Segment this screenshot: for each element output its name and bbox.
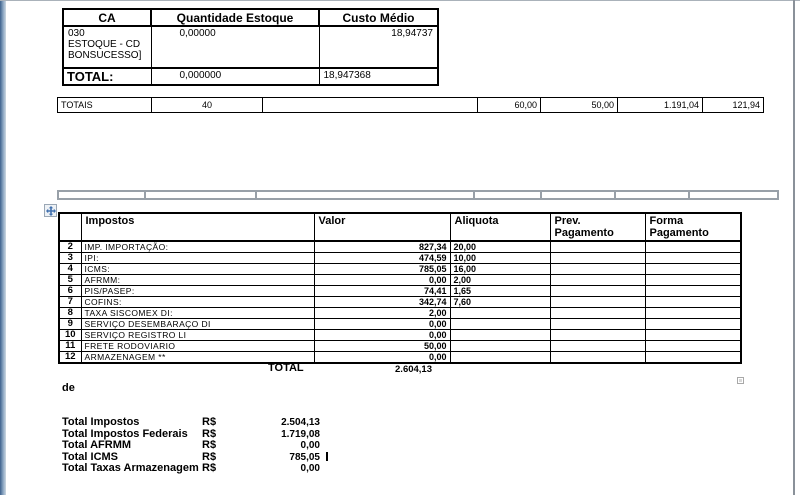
currency-symbol: R$ — [202, 462, 217, 475]
forma-pagamento-cell — [645, 241, 741, 253]
totais-value-cell: 60,00 — [478, 98, 541, 113]
imposto-valor: 50,00 — [314, 341, 450, 352]
imposto-aliquota — [450, 330, 550, 341]
taxes-col-impostos: Impostos — [81, 213, 314, 241]
imposto-aliquota — [450, 352, 550, 364]
imposto-label: IPI: — [81, 253, 314, 264]
row-number: 9 — [59, 319, 81, 330]
taxes-col-prev-pagamento: Prev. Pagamento — [550, 213, 645, 241]
imposto-aliquota: 7,60 — [450, 297, 550, 308]
stock-col-quantidade: Quantidade Estoque — [151, 9, 319, 26]
stock-col-custo: Custo Médio — [319, 9, 438, 26]
prev-pagamento-cell — [550, 297, 645, 308]
totais-empty-cell — [263, 98, 478, 113]
table-row — [59, 264, 741, 275]
window-right-border — [793, 0, 795, 495]
header-strip-cells — [58, 191, 778, 199]
imposto-aliquota: 20,00 — [450, 241, 550, 253]
imposto-label: ICMS: — [81, 264, 314, 275]
stock-table-row — [63, 26, 438, 68]
currency-symbol: R$ — [202, 427, 217, 440]
imposto-valor: 74,41 — [314, 286, 450, 297]
imposto-aliquota: 1,65 — [450, 286, 550, 297]
taxes-col-aliquota: Aliquota — [450, 213, 550, 241]
de-label: de — [62, 382, 75, 394]
taxes-total-label: TOTAL — [268, 362, 304, 374]
stock-table-header-row — [63, 9, 438, 26]
summary-row — [62, 463, 328, 475]
totais-value-cell: 121,94 — [703, 98, 764, 113]
row-number: 8 — [59, 308, 81, 319]
forma-pagamento-cell — [645, 275, 741, 286]
row-number: 4 — [59, 264, 81, 275]
summary-label: Total Impostos Federais — [62, 427, 188, 440]
taxes-col-valor: Valor — [314, 213, 450, 241]
taxes-col-num — [59, 213, 81, 241]
summary-value: 1.719,08 — [281, 428, 320, 440]
stock-total-quantidade: 0,000000 — [151, 68, 319, 85]
imposto-label: PIS/PASEP: — [81, 286, 314, 297]
forma-pagamento-cell — [645, 253, 741, 264]
stock-col-ca: CA — [63, 9, 151, 26]
stock-table-total-row — [63, 68, 438, 85]
move-arrows-icon — [46, 206, 56, 216]
prev-pagamento-cell — [550, 275, 645, 286]
imposto-aliquota — [450, 308, 550, 319]
window-left-border — [0, 0, 6, 495]
imposto-label: FRETE RODOVIARIO — [81, 341, 314, 352]
forma-pagamento-cell — [645, 308, 741, 319]
table-row — [59, 275, 741, 286]
table-row — [59, 319, 741, 330]
prev-pagamento-cell — [550, 319, 645, 330]
row-number: 2 — [59, 241, 81, 253]
forma-pagamento-cell — [645, 297, 741, 308]
taxes-col-forma-pagamento: Forma Pagamento — [645, 213, 741, 241]
prev-pagamento-cell — [550, 253, 645, 264]
stock-total-label: TOTAL: — [63, 68, 151, 85]
imposto-valor: 0,00 — [314, 319, 450, 330]
imposto-aliquota — [450, 319, 550, 330]
anchor-marker — [737, 377, 744, 384]
table-row — [59, 308, 741, 319]
table-row — [59, 241, 741, 253]
imposto-aliquota: 10,00 — [450, 253, 550, 264]
currency-symbol: R$ — [202, 439, 217, 452]
forma-pagamento-cell — [645, 286, 741, 297]
quantidade-cell: 0,00000 — [151, 26, 319, 68]
currency-symbol: R$ — [202, 416, 217, 428]
row-number: 11 — [59, 341, 81, 352]
forma-pagamento-cell — [645, 341, 741, 352]
summary-label: Total AFRMM — [62, 439, 132, 452]
table-row — [59, 286, 741, 297]
prev-pagamento-cell — [550, 330, 645, 341]
imposto-valor: 0,00 — [314, 275, 450, 286]
summary-value: 0,00 — [300, 440, 320, 452]
imposto-aliquota: 2,00 — [450, 275, 550, 286]
totais-value-cell: 50,00 — [541, 98, 618, 113]
table-row — [59, 297, 741, 308]
text-cursor — [326, 452, 328, 461]
table-row — [59, 341, 741, 352]
taxes-header-row — [59, 213, 741, 241]
imposto-aliquota — [450, 341, 550, 352]
forma-pagamento-cell — [645, 330, 741, 341]
row-number: 5 — [59, 275, 81, 286]
ca-cell — [63, 26, 151, 68]
ca-line: 030 — [68, 28, 85, 39]
row-number: 6 — [59, 286, 81, 297]
taxes-total-line — [58, 362, 448, 374]
ca-line: BONSUCESSO] — [68, 50, 142, 61]
table-row — [59, 253, 741, 264]
totais-row — [57, 97, 764, 113]
imposto-label: ARMAZENAGEM ** — [81, 352, 314, 364]
stock-total-custo: 18,947368 — [319, 68, 438, 85]
imposto-label: SERVIÇO REGISTRO LI — [81, 330, 314, 341]
forma-pagamento-cell — [645, 352, 741, 364]
imposto-valor: 0,00 — [314, 330, 450, 341]
imposto-valor: 342,74 — [314, 297, 450, 308]
imposto-valor: 827,34 — [314, 241, 450, 253]
imposto-label: TAXA SISCOMEX DI: — [81, 308, 314, 319]
table-row — [59, 330, 741, 341]
imposto-valor: 785,05 — [314, 264, 450, 275]
table-move-handle[interactable] — [44, 204, 57, 217]
stock-table — [62, 8, 439, 86]
row-number: 10 — [59, 330, 81, 341]
custo-cell: 18,94737 — [319, 26, 438, 68]
summary-label: Total Taxas Armazenagem — [62, 462, 199, 475]
row-number: 12 — [59, 352, 81, 364]
header-strip-row — [57, 190, 779, 200]
imposto-valor: 474,59 — [314, 253, 450, 264]
prev-pagamento-cell — [550, 341, 645, 352]
totais-qty-cell: 40 — [152, 98, 263, 113]
window-top-border — [0, 0, 800, 1]
imposto-valor: 0,00 — [314, 352, 450, 364]
row-number: 3 — [59, 253, 81, 264]
imposto-aliquota: 16,00 — [450, 264, 550, 275]
taxes-total-value: 2.604,13 — [395, 364, 432, 375]
currency-symbol: R$ — [202, 450, 217, 463]
taxes-table — [58, 212, 742, 364]
summary-label: Total Impostos — [62, 416, 140, 428]
imposto-label: COFINS: — [81, 297, 314, 308]
forma-pagamento-cell — [645, 264, 741, 275]
imposto-valor: 2,00 — [314, 308, 450, 319]
summary-block — [62, 417, 328, 475]
summary-label: Total ICMS — [62, 450, 119, 463]
imposto-label: SERVIÇO DESEMBARAÇO DI — [81, 319, 314, 330]
totais-value-cell: 1.191,04 — [618, 98, 703, 113]
imposto-label: IMP. IMPORTAÇÃO: — [81, 241, 314, 253]
forma-pagamento-cell — [645, 319, 741, 330]
imposto-label: AFRMM: — [81, 275, 314, 286]
summary-value: 785,05 — [289, 451, 320, 463]
prev-pagamento-cell — [550, 308, 645, 319]
prev-pagamento-cell — [550, 264, 645, 275]
ca-line: ESTOQUE - CD — [68, 39, 141, 50]
totais-cells — [58, 98, 764, 113]
row-number: 7 — [59, 297, 81, 308]
prev-pagamento-cell — [550, 241, 645, 253]
totais-label-cell: TOTAIS — [58, 98, 152, 113]
summary-value: 0,00 — [300, 463, 320, 475]
prev-pagamento-cell — [550, 286, 645, 297]
summary-value: 2.504,13 — [281, 417, 320, 428]
summary-row — [62, 417, 328, 429]
prev-pagamento-cell — [550, 352, 645, 364]
